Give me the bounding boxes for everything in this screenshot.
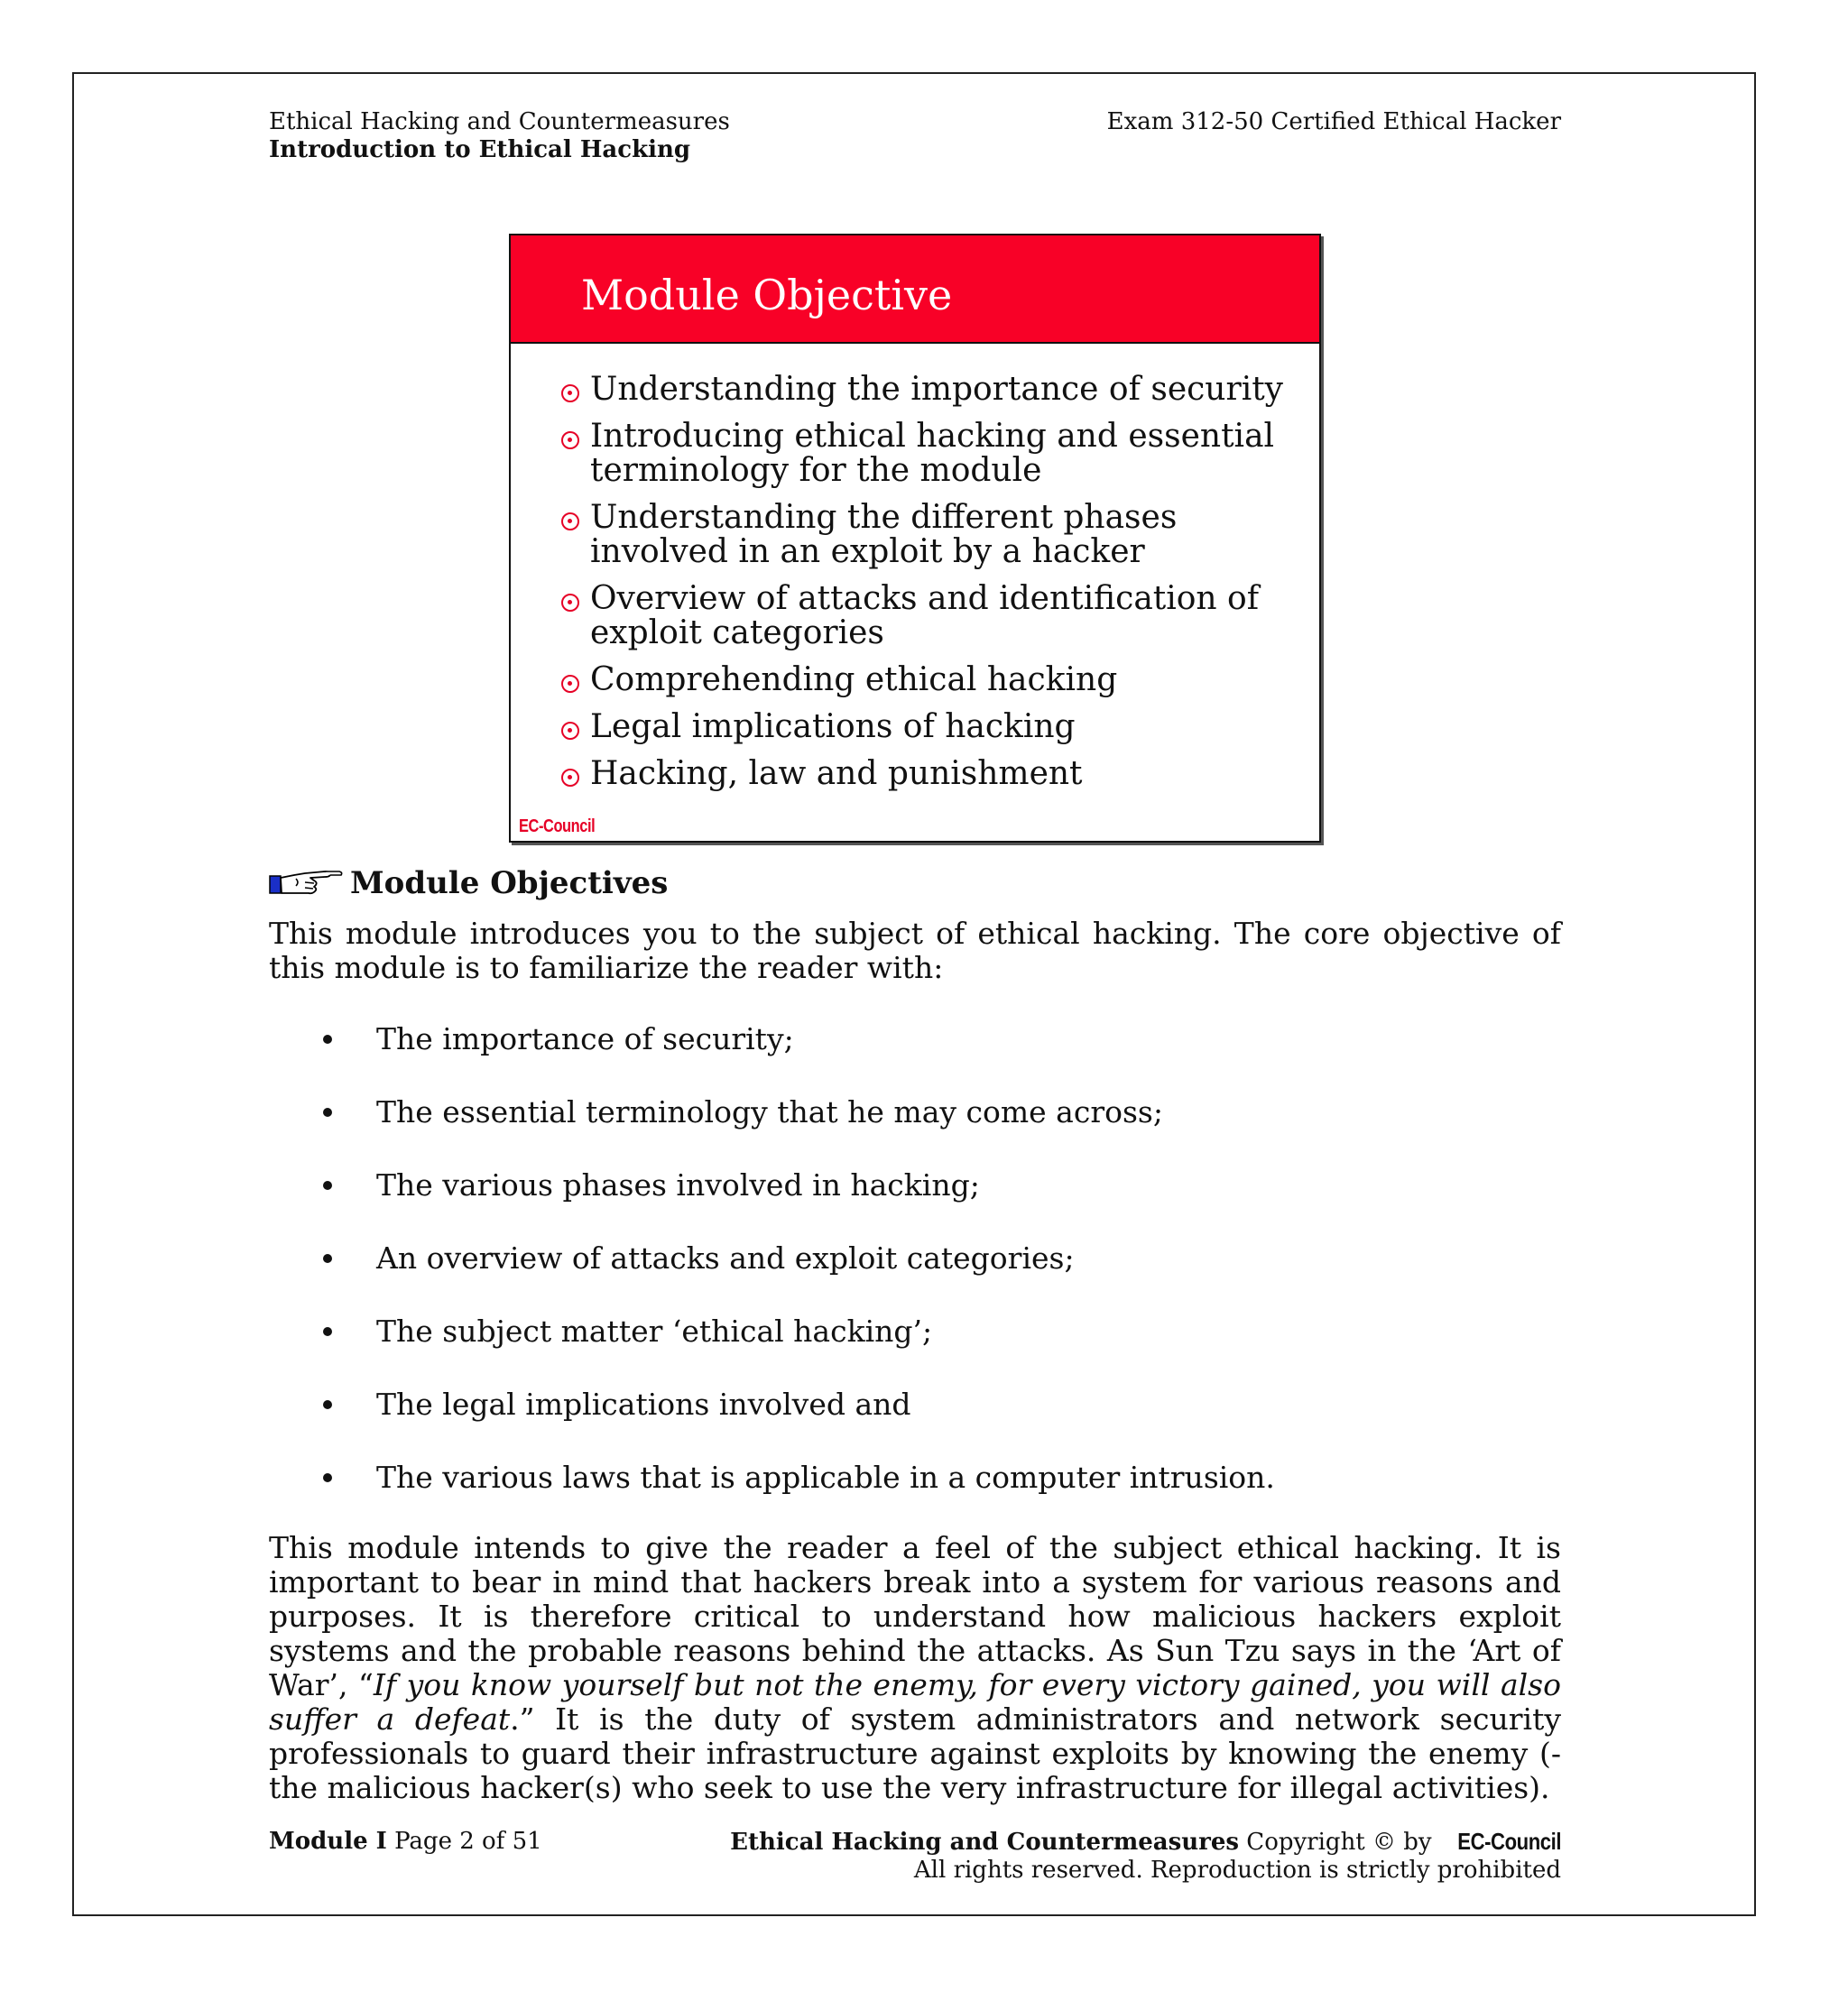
footer-copyright bbox=[730, 1828, 1561, 1885]
footer-page-info bbox=[269, 1828, 542, 1856]
footer-brand-logo: EC-Council bbox=[1457, 1828, 1561, 1855]
footer-copyright-text: Copyright © by bbox=[1246, 1829, 1432, 1856]
slide-title: Module Objective bbox=[581, 271, 953, 319]
list-item: An overview of attacks and exploit categories; bbox=[269, 1241, 1532, 1314]
slide-list-item: Understanding the different phases involved in an exploit by a hacker bbox=[561, 501, 1301, 569]
intro-paragraph: This module introduces you to the subject of ethical hacking. The core objective of this module is to familiarize the reader with: bbox=[269, 916, 1561, 985]
objectives-bullet-list bbox=[269, 1022, 1532, 1534]
body-paragraph: This module intends to give the reader a feel of the subject ethical hacking. It is important to bear in mind that hackers break into a system for various reasons and purposes. It is therefore critical to understand how malicious hackers exploit systems and the probable reasons behind the attacks. As Sun Tzu says in the ‘Art of War’, “If you know yourself but not the enemy, for every victory gained, you will also suffer a defeat.” It is the duty of system administrators and network security professionals to guard their infrastructure against exploits by knowing the enemy (-the malicious hacker(s) who seek to use the very infrastructure for illegal activities). bbox=[269, 1530, 1562, 1805]
bullet-dot-icon bbox=[323, 1181, 332, 1190]
list-item: The various laws that is applicable in a computer intrusion. bbox=[269, 1461, 1532, 1534]
module-objective-slide bbox=[509, 234, 1321, 843]
target-bullet-icon bbox=[561, 384, 579, 402]
slide-list-item: Introducing ethical hacking and essential terminology for the module bbox=[561, 420, 1301, 488]
target-bullet-icon bbox=[561, 431, 579, 449]
bullet-dot-icon bbox=[323, 1035, 332, 1044]
slide-objective-list bbox=[561, 373, 1301, 804]
header-module-title: Introduction to Ethical Hacking bbox=[269, 136, 691, 163]
pointing-hand-icon bbox=[269, 868, 345, 899]
target-bullet-icon bbox=[561, 675, 579, 693]
bullet-dot-icon bbox=[323, 1108, 332, 1117]
slide-list-item: Comprehending ethical hacking bbox=[561, 663, 1301, 697]
list-item: The importance of security; bbox=[269, 1022, 1532, 1095]
bullet-dot-icon bbox=[323, 1400, 332, 1409]
slide-list-item: Overview of attacks and identification of exploit categories bbox=[561, 582, 1301, 650]
list-item: The essential terminology that he may come across; bbox=[269, 1095, 1532, 1168]
target-bullet-icon bbox=[561, 594, 579, 612]
footer-course: Ethical Hacking and Countermeasures bbox=[730, 1829, 1240, 1856]
page-header-left bbox=[269, 108, 730, 164]
slide-list-item: Hacking, law and punishment bbox=[561, 757, 1301, 791]
footer-page-number: Page 2 of 51 bbox=[394, 1828, 542, 1855]
target-bullet-icon bbox=[561, 722, 579, 740]
slide-list-item: Understanding the importance of security bbox=[561, 373, 1301, 407]
target-bullet-icon bbox=[561, 512, 579, 530]
footer-module: Module I bbox=[269, 1828, 387, 1855]
bullet-dot-icon bbox=[323, 1254, 332, 1263]
slide-brand-logo: EC-Council bbox=[519, 816, 596, 836]
footer-rights: All rights reserved. Reproduction is strictly prohibited bbox=[913, 1857, 1561, 1884]
list-item: The legal implications involved and bbox=[269, 1388, 1532, 1461]
bullet-dot-icon bbox=[323, 1327, 332, 1336]
target-bullet-icon bbox=[561, 769, 579, 787]
sun-tzu-quote: If you know yourself but not the enemy, for every victory gained, you will also suffer a defeat bbox=[269, 1667, 1561, 1737]
section-heading bbox=[269, 864, 668, 902]
slide-list-item: Legal implications of hacking bbox=[561, 710, 1301, 744]
section-title: Module Objectives bbox=[350, 865, 669, 901]
header-course: Ethical Hacking and Countermeasures bbox=[269, 108, 730, 135]
list-item: The various phases involved in hacking; bbox=[269, 1168, 1532, 1241]
list-item: The subject matter ‘ethical hacking’; bbox=[269, 1314, 1532, 1388]
header-exam: Exam 312-50 Certified Ethical Hacker bbox=[1106, 108, 1561, 135]
bullet-dot-icon bbox=[323, 1473, 332, 1482]
